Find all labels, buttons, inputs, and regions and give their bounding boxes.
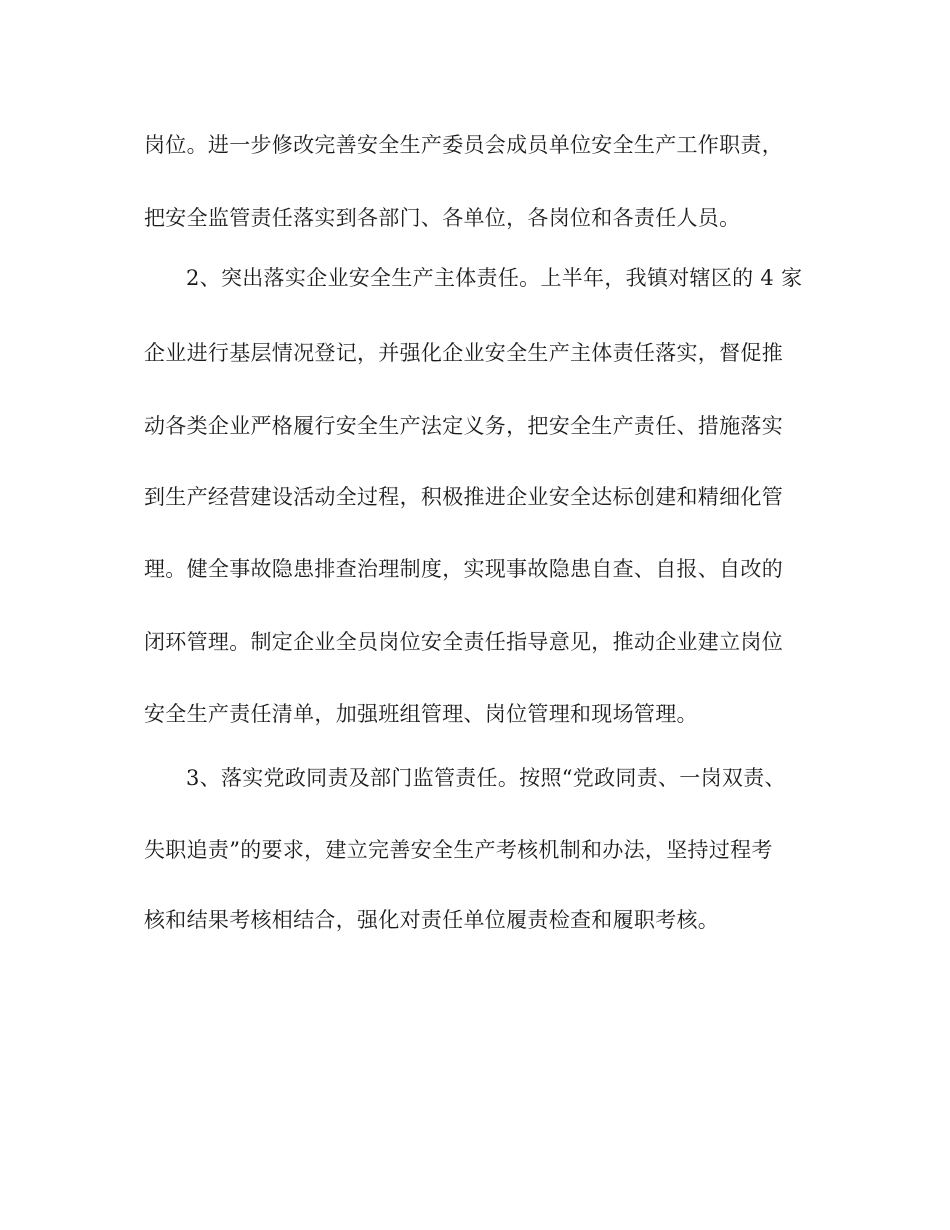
paragraph-line: 失职追责”的要求，建立完善安全生产考核机制和办法，坚持过程考 xyxy=(144,838,773,862)
paragraph-line: 动各类企业严格履行安全生产法定义务，把安全生产责任、措施落实 xyxy=(144,414,783,438)
paragraph-line: 到生产经营建设活动全过程，积极推进企业安全达标创建和精细化管 xyxy=(144,485,783,509)
paragraph-line: 理。健全事故隐患排查治理制度，实现事故隐患自查、自报、自改的 xyxy=(144,557,783,581)
paragraph-line: 把安全监管责任落实到各部门、各单位，各岗位和各责任人员。 xyxy=(144,206,741,230)
paragraph-line: 岗位。进一步修改完善安全生产委员会成员单位安全生产工作职责， xyxy=(144,133,783,157)
paragraph-line: 3、落实党政同责及部门监管责任。按照“党政同责、一岗双责、 xyxy=(186,766,786,790)
paragraph-line: 核和结果考核相结合，强化对责任单位履责检查和履职考核。 xyxy=(144,908,720,932)
paragraph-line: 2、突出落实企业安全生产主体责任。上半年，我镇对辖区的 4 家 xyxy=(186,266,803,290)
paragraph-line: 闭环管理。制定企业全员岗位安全责任指导意见，推动企业建立岗位 xyxy=(144,630,783,654)
paragraph-line: 企业进行基层情况登记，并强化企业安全生产主体责任落实，督促推 xyxy=(144,341,783,365)
paragraph-line: 安全生产责任清单，加强班组管理、岗位管理和现场管理。 xyxy=(144,702,698,726)
